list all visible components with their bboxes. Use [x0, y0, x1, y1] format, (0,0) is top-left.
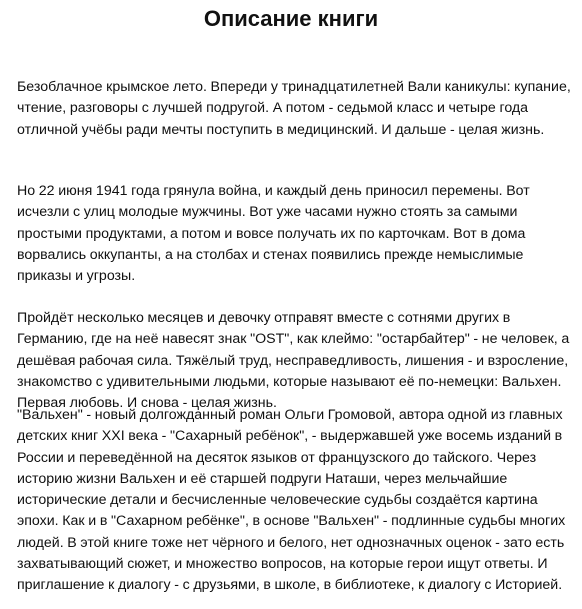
- description-paragraph-2: Но 22 июня 1941 года грянула война, и каждый день приносил перемены. Вот исчезли с улиц молодые мужчины. Вот уже часами нужно стоять за самыми простыми продуктами, а потом и вовсе получать их по карточкам. Вот в дома ворвались оккупанты, а на столбах и стенах появились прежде немыслимые приказы и угрозы.: [17, 183, 530, 285]
- description-paragraph-4: "Вальхен" - новый долгожданный роман Ольги Громовой, автора одной из главных детских книг XXI века - "Сахарный ребёнок", - выдержавшей уже восемь изданий в России и переведённой на десяток языков от французского до тайского. Через историю жизни Вальхен и её старшей подруги Наташи, через мельчайшие исторические детали и бесчисленные человеческие судьбы создаётся картина эпохи. Как и в "Сахарном ребёнке", в основе "Вальхен" - подлинные судьбы многих людей. В этой книге тоже нет чёрного и белого, нет однозначных оценок - зато есть захватывающий сюжет, и множество вопросов, на которые герои ищут ответы. И приглашение к диалогу - с друзьями, в школе, в библиотеке, к диалогу с Историей.: [17, 407, 566, 594]
- description-paragraph-3: Пройдёт несколько месяцев и девочку отправят вместе с сотнями других в Германию, где на неё навесят знак "OST", как клеймо: "остарбайтер" - не человек, а дешёвая рабочая сила. Тяжёлый труд, несправедливость, лишения - и взросление, знакомство с удивительными людьми, которые называют её по-немецки: Вальхен. Первая любовь. И снова - целая жизнь.: [17, 310, 570, 412]
- description-paragraph-1: Безоблачное крымское лето. Впереди у тринадцатилетней Вали каникулы: купание, чтение, разговоры с лучшей подругой. А потом - седьмой класс и четыре года отличной учёбы ради мечты поступить в медицинский. И дальше - целая жизнь.: [17, 79, 571, 138]
- page-title: Описание книги: [203, 6, 379, 31]
